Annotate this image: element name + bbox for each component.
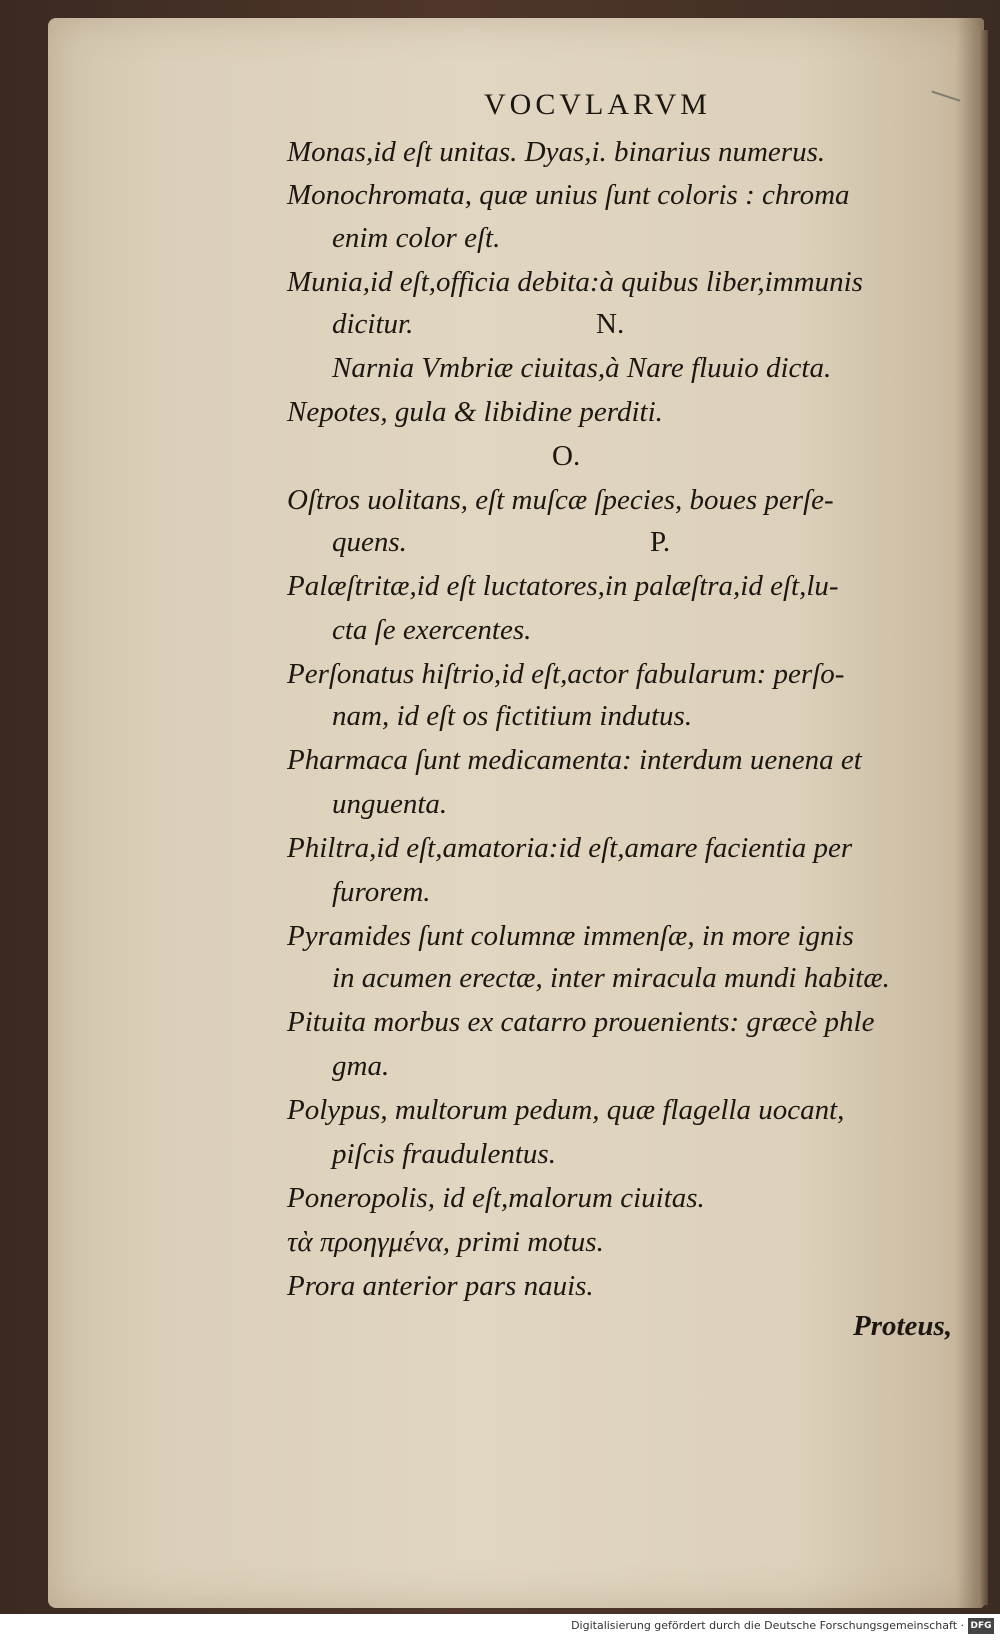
entry-line: Nepotes, gula & libidine perditi. xyxy=(287,396,663,428)
catchword: Proteus, xyxy=(853,1310,953,1342)
entry-line: τὰ προηγμένα, primi motus. xyxy=(287,1226,604,1258)
entry-line: dicitur. xyxy=(332,308,414,340)
entry-line: piſcis fraudulentus. xyxy=(332,1138,556,1170)
entry-line: unguenta. xyxy=(332,788,448,820)
entry-line: furorem. xyxy=(332,876,431,908)
entry-line: Monas,id eſt unitas. Dyas,i. binarius numerus. xyxy=(287,136,826,168)
entry-line: quens. xyxy=(332,526,407,558)
section-letter-o: O. xyxy=(552,440,581,472)
entry-line: Poneropolis, id eſt,malorum ciuitas. xyxy=(287,1182,705,1214)
entry-line: Munia,id eſt,officia debita:à quibus liber,immunis xyxy=(287,266,863,298)
page-edge xyxy=(978,30,988,1605)
footer-credit: Digitalisierung gefördert durch die Deutsche Forschungsgemeinschaft · xyxy=(571,1619,964,1632)
entry-line: nam, id eſt os fictitium indutus. xyxy=(332,700,693,732)
entry-line: Polypus, multorum pedum, quæ flagella uocant, xyxy=(287,1094,845,1126)
entry-line: Oſtros uolitans, eſt muſcæ ſpecies, boues perſe- xyxy=(287,484,834,516)
entry-line: Pharmaca ſunt medicamenta: interdum uenena et xyxy=(287,744,862,776)
section-letter-n: N. xyxy=(596,308,625,340)
section-letter-p: P. xyxy=(650,526,671,558)
entry-line: Prora anterior pars nauis. xyxy=(287,1270,594,1302)
entry-line: gma. xyxy=(332,1050,390,1082)
footer-bar xyxy=(0,1614,1000,1641)
entry-line: Perſonatus hiſtrio,id eſt,actor fabularum: perſo- xyxy=(287,658,845,690)
entry-line: Monochromata, quæ unius ſunt coloris : chroma xyxy=(287,179,850,211)
entry-line: cta ſe exercentes. xyxy=(332,614,532,646)
entry-line: Philtra,id eſt,amatoria:id eſt,amare facientia per xyxy=(287,832,853,864)
entry-line: Narnia Vmbriæ ciuitas,à Nare fluuio dicta. xyxy=(332,352,832,384)
entry-line: Palæſtritæ,id eſt luctatores,in palæſtra,id eſt,lu- xyxy=(287,570,839,602)
dfg-logo: DFG xyxy=(968,1618,994,1634)
entry-line: in acumen erectæ, inter miracula mundi habitæ. xyxy=(332,962,890,994)
entry-line: Pyramides ſunt columnæ immenſæ, in more ignis xyxy=(287,920,854,952)
running-head: VOCVLARVM xyxy=(484,88,711,121)
entry-line: Pituita morbus ex catarro prouenients: græcè phle xyxy=(287,1006,875,1038)
entry-line: enim color eſt. xyxy=(332,222,501,254)
book-page xyxy=(48,18,984,1608)
